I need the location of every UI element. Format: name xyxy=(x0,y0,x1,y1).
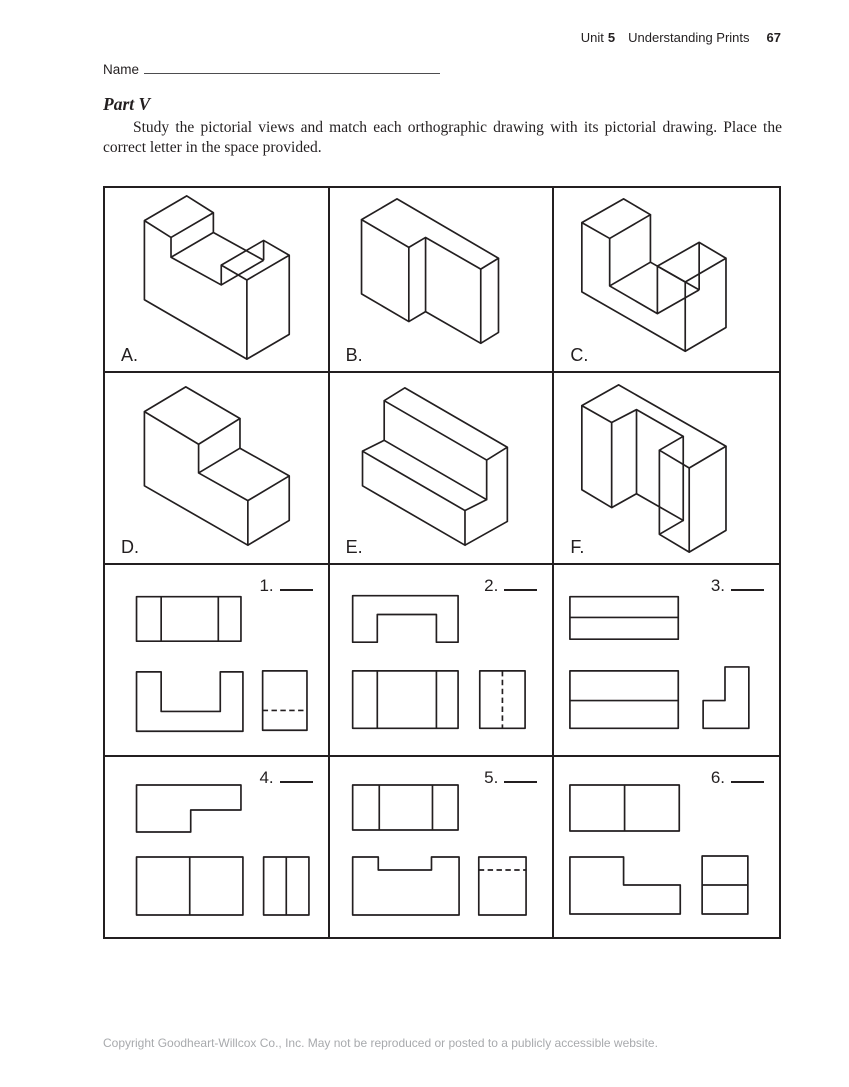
name-blank[interactable] xyxy=(144,62,440,74)
figure-pictorial-c xyxy=(554,188,779,371)
ortho-number-row-2 xyxy=(484,576,537,596)
page-header xyxy=(581,30,781,45)
ortho-number-row-3 xyxy=(711,576,764,596)
instructions-text: Study the pictorial views and match each orthographic drawing with its pictorial drawing. Place the correct letter in the space provided. xyxy=(103,119,782,156)
pictorial-label-b: B. xyxy=(345,345,363,365)
unit-title: Understanding Prints xyxy=(628,30,750,45)
ortho-number-5: 5. xyxy=(484,768,499,787)
name-row xyxy=(103,62,440,77)
figure-pictorial-e xyxy=(330,373,553,563)
cell-ortho-1 xyxy=(105,565,330,757)
ortho-number-row-4 xyxy=(259,768,312,788)
pictorial-label-d: D. xyxy=(121,537,139,557)
ortho-number-row-1 xyxy=(259,576,312,596)
answer-blank-6[interactable] xyxy=(731,771,764,783)
cell-ortho-2 xyxy=(330,565,555,757)
figure-pictorial-b xyxy=(330,188,553,371)
ortho-number-row-6 xyxy=(711,768,764,788)
cell-pictorial-f xyxy=(554,373,779,565)
ortho-number-6: 6. xyxy=(710,768,725,787)
ortho-number-row-5 xyxy=(484,768,537,788)
cell-pictorial-d xyxy=(105,373,330,565)
cell-ortho-5 xyxy=(330,757,555,937)
ortho-number-3: 3. xyxy=(710,576,725,595)
cell-pictorial-b xyxy=(330,188,555,373)
answer-blank-5[interactable] xyxy=(504,771,537,783)
cell-pictorial-c xyxy=(554,188,779,373)
cell-pictorial-e xyxy=(330,373,555,565)
matching-grid xyxy=(103,186,781,939)
cell-pictorial-a xyxy=(105,188,330,373)
pictorial-label-a: A. xyxy=(121,345,139,365)
ortho-number-4: 4. xyxy=(259,768,274,787)
answer-blank-1[interactable] xyxy=(280,579,313,591)
figure-pictorial-a xyxy=(105,188,328,371)
page-number: 67 xyxy=(766,30,781,45)
figure-pictorial-d xyxy=(105,373,328,563)
ortho-number-1: 1. xyxy=(259,576,274,595)
pictorial-label-e: E. xyxy=(345,537,363,557)
cell-ortho-3 xyxy=(554,565,779,757)
name-label: Name xyxy=(103,62,140,77)
figure-pictorial-f xyxy=(554,373,779,563)
answer-blank-3[interactable] xyxy=(731,579,764,591)
pictorial-label-c: C. xyxy=(570,345,589,365)
copyright-footer: Copyright Goodheart-Willcox Co., Inc. May not be reproduced or posted to a publicly accessible website. xyxy=(103,1036,658,1050)
part-heading: Part V xyxy=(103,94,151,114)
cell-ortho-6 xyxy=(554,757,779,937)
answer-blank-2[interactable] xyxy=(504,579,537,591)
cell-ortho-4 xyxy=(105,757,330,937)
ortho-number-2: 2. xyxy=(484,576,499,595)
pictorial-label-f: F. xyxy=(570,537,585,557)
answer-blank-4[interactable] xyxy=(280,771,313,783)
unit-label: Unit xyxy=(580,30,604,45)
unit-number: 5 xyxy=(607,30,616,45)
